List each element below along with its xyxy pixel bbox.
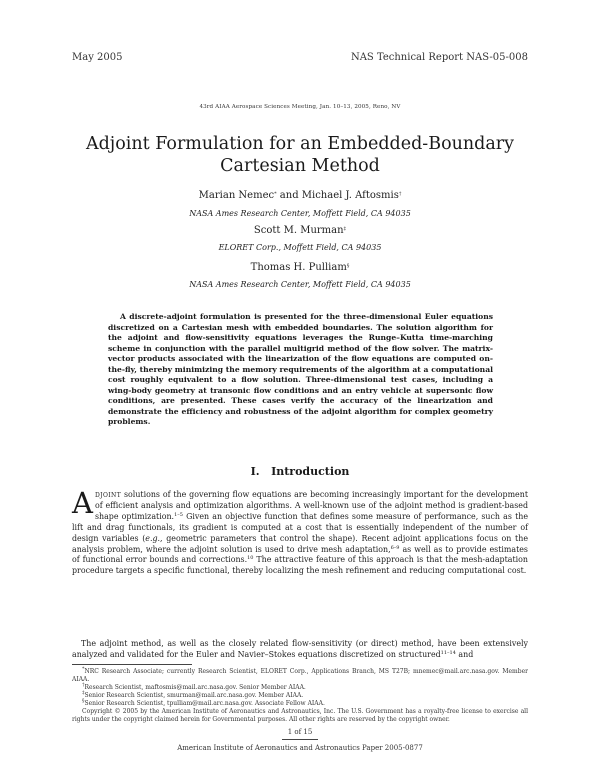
footnote-4 [72, 700, 528, 708]
drop-cap: A [72, 486, 93, 520]
footnote-text: NRC Research Associate; currently Research Scientist, ELORET Corp., Applications Branch, MS T27B; mnemec@mail.arc.nasa.gov. Member AIAA. [72, 668, 528, 683]
citation: 6–9 [390, 544, 400, 551]
footer-citation: American Institute of Aeronautics and Astronautics Paper 2005-0877 [177, 744, 423, 752]
affiliation-3: NASA Ames Research Center, Moffett Field, CA 94035 [189, 280, 411, 289]
text-run: The attractive feature of this approach is that the mesh-adaptation procedure targets a specific functional, thereby localizing the mesh refinement and reducing computational cost. [72, 555, 529, 576]
author-line-2 [0, 225, 600, 236]
author-mark: † [398, 191, 402, 197]
footnote-mark: * [82, 666, 85, 672]
author-mark: ‡ [343, 226, 347, 232]
text-run: The adjoint method, as well as the closely related flow-sensitivity (or direct) method, have been extensively analyzed and validated for the Euler and Navier–Stokes equations discretized on structured [72, 639, 528, 659]
author-line-1 [0, 190, 600, 201]
footnote-text: Senior Research Scientist, smurman@mail.arc.nasa.gov. Member AIAA. [84, 692, 304, 699]
section-heading [0, 465, 600, 478]
text-run: , geometric parameters that control the shape). Recent adjoint applications focus on the analysis problem, where the adjoint solution is used to drive mesh adaptation, [72, 533, 528, 554]
footnote-mark: † [82, 682, 85, 688]
author-mark: * [274, 191, 277, 197]
footnote-rule [72, 664, 192, 665]
text-run: and [455, 649, 474, 659]
abstract: A discrete-adjoint formulation is presented for the three-dimensional Euler equations discretized on a Cartesian mesh with embedded boundaries. The solution algorithm for the adjoint and flow-sensitivity equations leverages the Runge–Kutta time-marching scheme in conjunction with the parallel multigrid method of the flow solver. The matrix-vector products associated with the linearization of the flow equations are computed on-the-fly, thereby minimizing the memory requirements of the algorithm at a computational cost roughly equivalent to a flow solution. Three-dimensional test cases, including a wing-body geometry at transonic flow conditions and an entry vehicle at supersonic flow conditions, are presented. These cases verify the accuracy of the linearization and demonstrate the efficiency and robustness of the adjoint algorithm for complex geometry problems. [108, 312, 493, 426]
page-number: 1 of 15 [287, 728, 313, 736]
citation: 10 [247, 555, 254, 562]
text-run: solutions of the governing flow equations are becoming increasingly important for the development of efficient analysis and optimization algorithms. A well-known use of the adjoint method is gradient-based shape optimization. [94, 490, 528, 521]
author-name: Scott M. Murman [253, 225, 344, 236]
conference-line: 43rd AIAA Aerospace Sciences Meeting, Jan. 10–13, 2005, Reno, NV [199, 104, 401, 110]
footnote-mark: ‡ [82, 690, 85, 696]
affiliation-2: ELORET Corp., Moffett Field, CA 94035 [218, 243, 382, 252]
text-run: Given an objective function that defines some measure of performance, such as the lift and drag functionals, its gradient is computed at a cost that is essentially independent of the number of design variables ( [72, 511, 528, 543]
footnote-3 [72, 692, 528, 700]
author-name: Marian Nemec [198, 190, 275, 201]
intro-paragraph-2 [72, 639, 528, 661]
header-date: May 2005 [72, 52, 123, 63]
author-name: and Michael J. Aftosmis [276, 190, 399, 201]
footnote-2 [72, 684, 528, 692]
small-caps-word: djoint [94, 490, 122, 499]
page-number-rule [282, 739, 318, 740]
section-title: Introduction [271, 465, 350, 478]
section-number: I. [250, 465, 260, 478]
affiliation-1: NASA Ames Research Center, Moffett Field, CA 94035 [189, 209, 411, 218]
text-run: e.g. [145, 533, 161, 543]
footnote-text: Research Scientist, maftosmis@mail.arc.nasa.gov. Senior Member AIAA. [84, 684, 306, 691]
citation: 1–5 [174, 511, 183, 518]
text-run: as well as to provide estimates of functional error bounds and corrections. [72, 544, 528, 565]
header-report-number: NAS Technical Report NAS-05-008 [350, 52, 528, 63]
intro-paragraph-1 [72, 486, 529, 577]
author-name: Thomas H. Pulliam [250, 262, 347, 273]
citation: 11–14 [440, 649, 456, 656]
footnote-1 [72, 668, 528, 684]
footnote-text: Senior Research Scientist, tpulliam@mail.arc.nasa.gov. Associate Fellow AIAA. [84, 700, 325, 707]
author-mark: § [346, 263, 350, 269]
author-line-3 [0, 262, 600, 273]
paper-title: Adjoint Formulation for an Embedded-Boundary Cartesian Method [85, 134, 515, 176]
footnote-mark: § [82, 698, 85, 704]
copyright-notice: Copyright © 2005 by the American Institute of Aeronautics and Astronautics, Inc. The U.S. Government has a royalty-free license to exercise all rights under the copyright claimed herein for Governmental purposes. All other rights are reserved by the copyright owner. [72, 708, 528, 723]
